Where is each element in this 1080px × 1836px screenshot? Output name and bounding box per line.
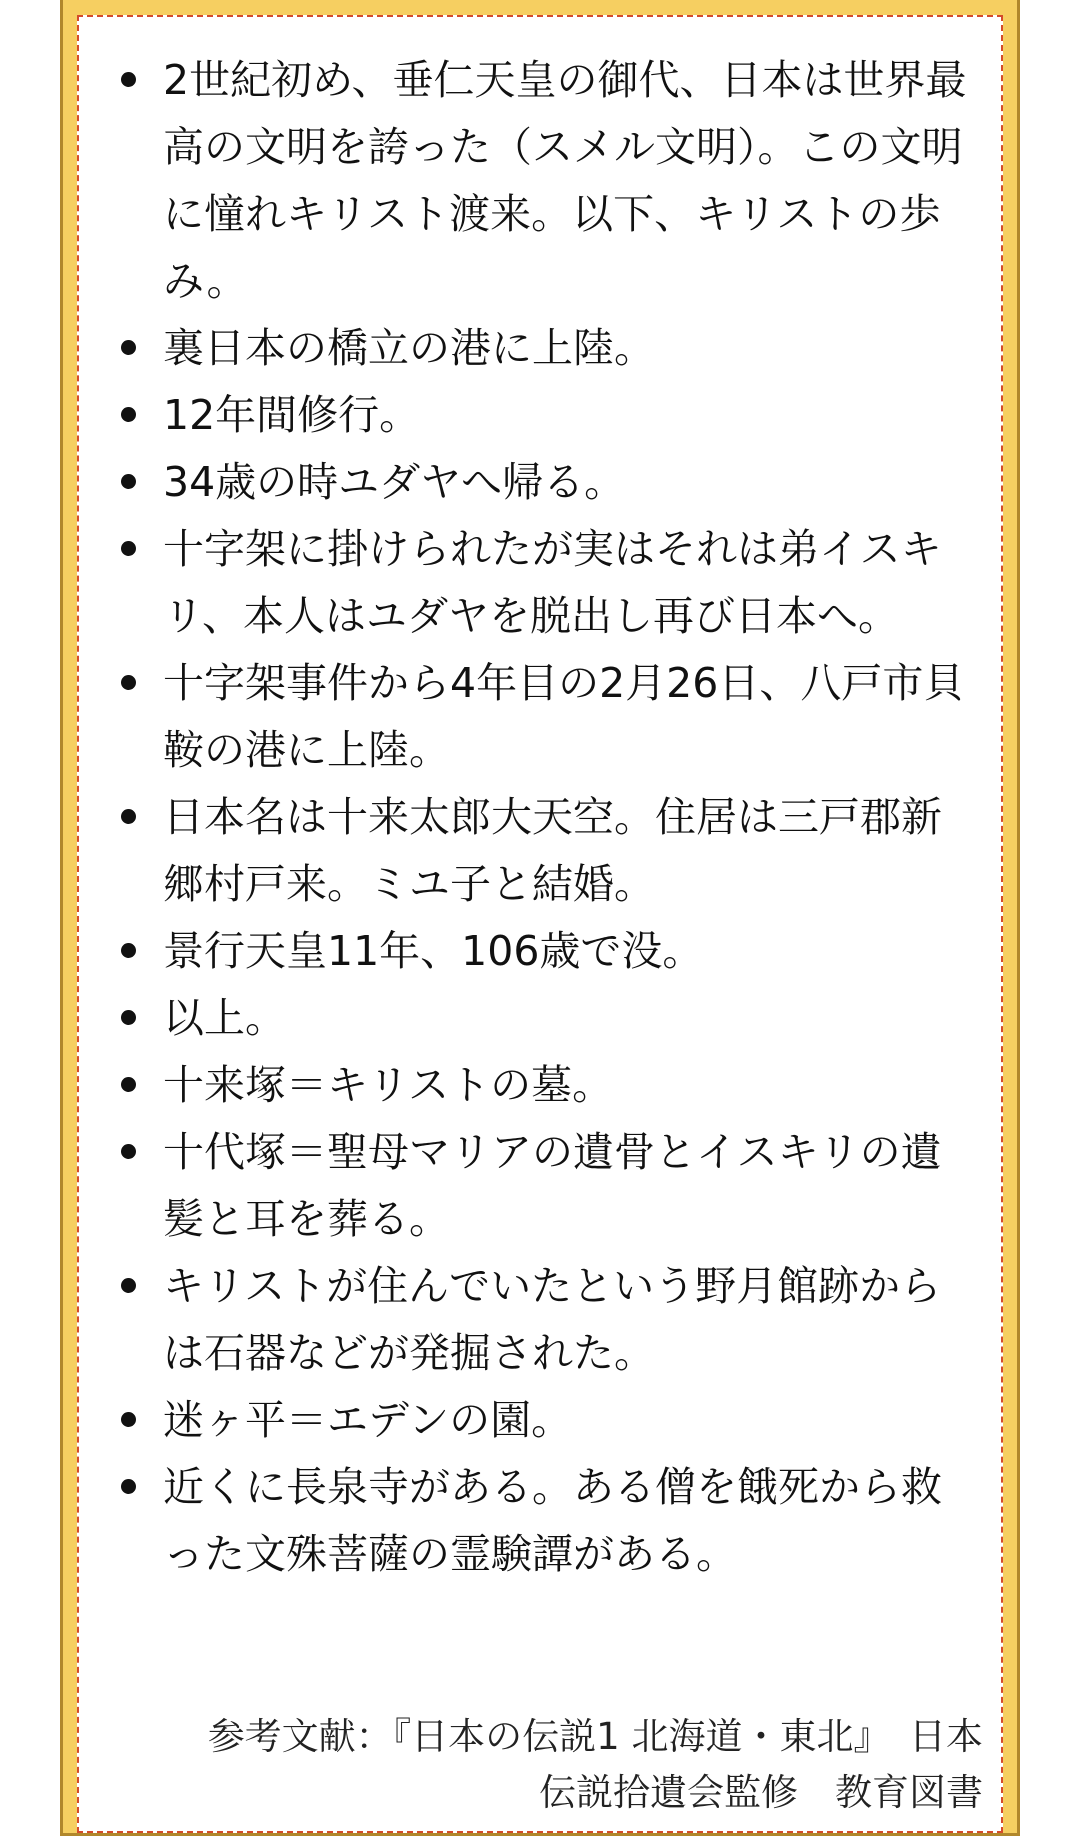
list-item (79, 382, 1001, 449)
list-item (79, 650, 1001, 784)
list-item (79, 1119, 1001, 1253)
list-item-text: 十字架に掛けられたが実はそれは弟イスキリ、本人はユダヤを脱出し再び日本へ。 (163, 525, 942, 640)
list-item-text: 十字架事件から4年目の2月26日、八戸市貝鞍の港に上陸。 (163, 659, 965, 774)
bullet-dot-icon (121, 1077, 136, 1092)
list-item (79, 449, 1001, 516)
list-item (79, 315, 1001, 382)
list-item-text: 2世紀初め、垂仁天皇の御代、日本は世界最高の文明を誇った（スメル文明）。この文明に憧れキリスト渡来。以下、キリストの歩み。 (163, 56, 967, 305)
bullet-dot-icon (121, 1412, 136, 1427)
content-card (77, 15, 1003, 1833)
bullet-dot-icon (121, 340, 136, 355)
list-item-text: キリストが住んでいたという野月館跡からは石器などが発掘された。 (163, 1262, 942, 1377)
list-item (79, 516, 1001, 650)
list-item (79, 1387, 1001, 1454)
bullet-dot-icon (121, 474, 136, 489)
bullet-dot-icon (121, 1479, 136, 1494)
references-line-1: 参考文献：『日本の伝説1 北海道・東北』 日本 (207, 1715, 983, 1758)
list-item (79, 784, 1001, 918)
list-item-text: 34歳の時ユダヤへ帰る。 (163, 458, 626, 506)
outer-frame (60, 0, 1020, 1836)
list-item-text: 以上。 (163, 994, 286, 1042)
references (123, 1709, 983, 1821)
list-item-text: 裏日本の橋立の港に上陸。 (163, 324, 655, 372)
bullet-dot-icon (121, 675, 136, 690)
list-item-text: 十代塚＝聖母マリアの遺骨とイスキリの遺髪と耳を葬る。 (163, 1128, 942, 1243)
content-area (79, 17, 1001, 1831)
bullet-dot-icon (121, 541, 136, 556)
references-line-2: 伝説拾遺会監修 教育図書 (539, 1771, 983, 1814)
list-item-text: 十来塚＝キリストの墓。 (163, 1061, 614, 1109)
list-item-text: 12年間修行。 (163, 391, 421, 439)
list-item (79, 1253, 1001, 1387)
bullet-dot-icon (121, 407, 136, 422)
list-item-text: 近くに長泉寺がある。ある僧を餓死から救った文殊菩薩の霊験譚がある。 (163, 1463, 942, 1578)
bullet-dot-icon (121, 1278, 136, 1293)
list-item (79, 918, 1001, 985)
bullet-dot-icon (121, 72, 136, 87)
list-item (79, 1454, 1001, 1588)
list-item-text: 日本名は十来太郎大天空。住居は三戸郡新郷村戸来。ミユ子と結婚。 (163, 793, 942, 908)
bullet-dot-icon (121, 943, 136, 958)
list-item (79, 1052, 1001, 1119)
list-item-text: 迷ヶ平＝エデンの園。 (163, 1396, 573, 1444)
list-item (79, 985, 1001, 1052)
bullet-dot-icon (121, 1144, 136, 1159)
bullet-dot-icon (121, 809, 136, 824)
story-list (79, 47, 1001, 1588)
list-item-text: 景行天皇11年、106歳で没。 (163, 927, 704, 975)
list-item (79, 47, 1001, 315)
bullet-dot-icon (121, 1010, 136, 1025)
